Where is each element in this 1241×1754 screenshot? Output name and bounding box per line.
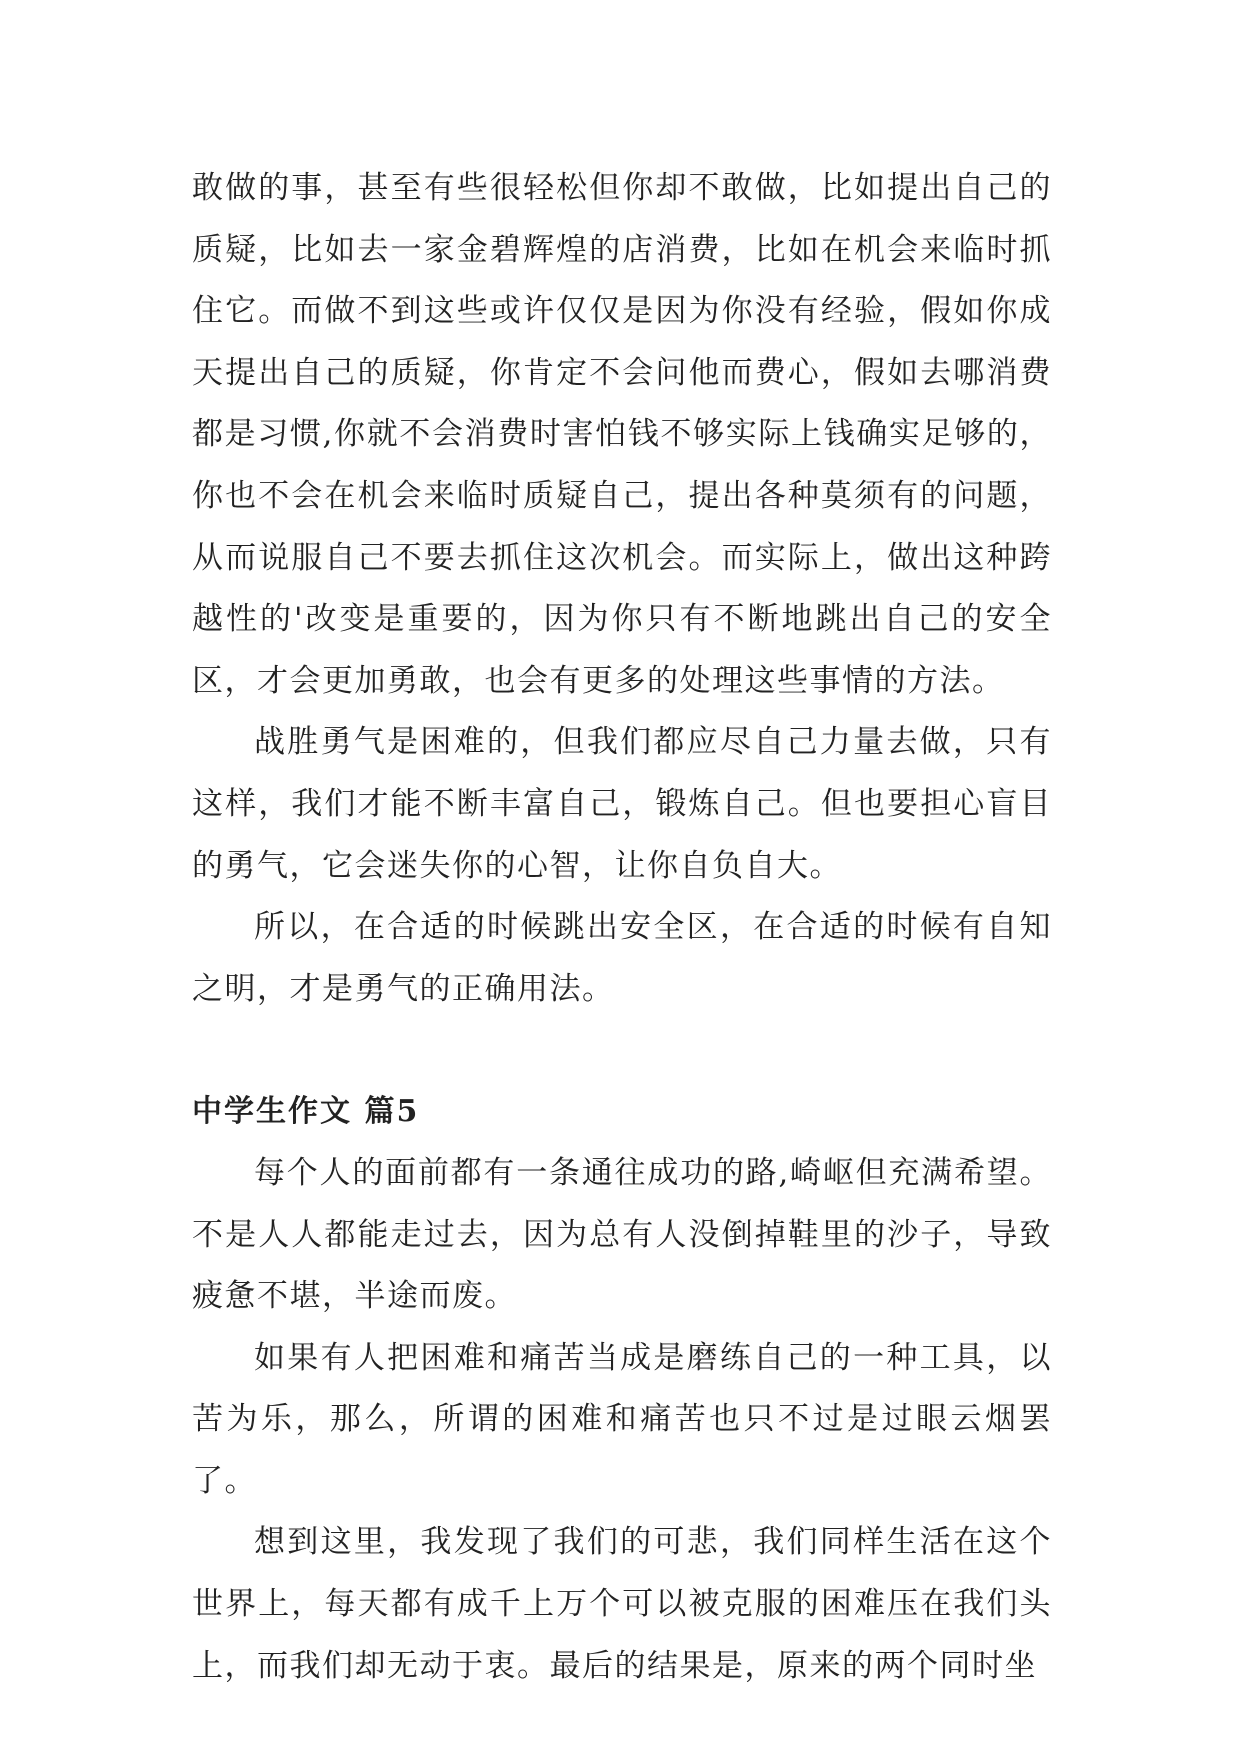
paragraph: 每个人的面前都有一条通往成功的路,崎岖但充满希望。不是人人都能走过去，因为总有人没倒掉鞋里的沙子，导致疲惫不堪，半途而废。	[192, 1154, 1052, 1315]
paragraph-continuation: 敢做的事，甚至有些很轻松但你却不敢做，比如提出自己的质疑，比如去一家金碧辉煌的店消费，比如在机会来临时抓住它。而做不到这些或许仅仅是因为你没有经验，假如你成天提出自己的质疑，你肯定不会问他而费心，假如去哪消费都是习惯,你就不会消费时害怕钱不够实际上钱确实足够的，你也不会在机会来临时质疑自己，提出各种莫须有的问题，从而说服自己不要去抓住这次机会。而实际上，做出这种跨越性的'改变是重要的，因为你只有不断地跳出自己的安全区，才会更加勇敢，也会有更多的处理这些事情的方法。	[192, 170, 1052, 699]
section-heading: 中学生作文 篇5	[192, 1094, 420, 1130]
paragraph: 想到这里，我发现了我们的可悲，我们同样生活在这个世界上，每天都有成千上万个可以被克服的困难压在我们头上，而我们却无动于衷。最后的结果是，原来的两个同时坐	[192, 1524, 1052, 1684]
paragraph: 战胜勇气是困难的，但我们都应尽自己力量去做，只有这样，我们才能不断丰富自己，锻炼自己。但也要担心盲目的勇气，它会迷失你的心智，让你自负自大。	[192, 724, 1052, 884]
document-body	[192, 158, 1052, 1697]
paragraph: 如果有人把困难和痛苦当成是磨练自己的一种工具，以苦为乐，那么，所谓的困难和痛苦也只不过是过眼云烟罢了。	[192, 1339, 1052, 1499]
paragraph: 所以，在合适的时候跳出安全区，在合适的时候有自知之明，才是勇气的正确用法。	[192, 909, 1052, 1007]
